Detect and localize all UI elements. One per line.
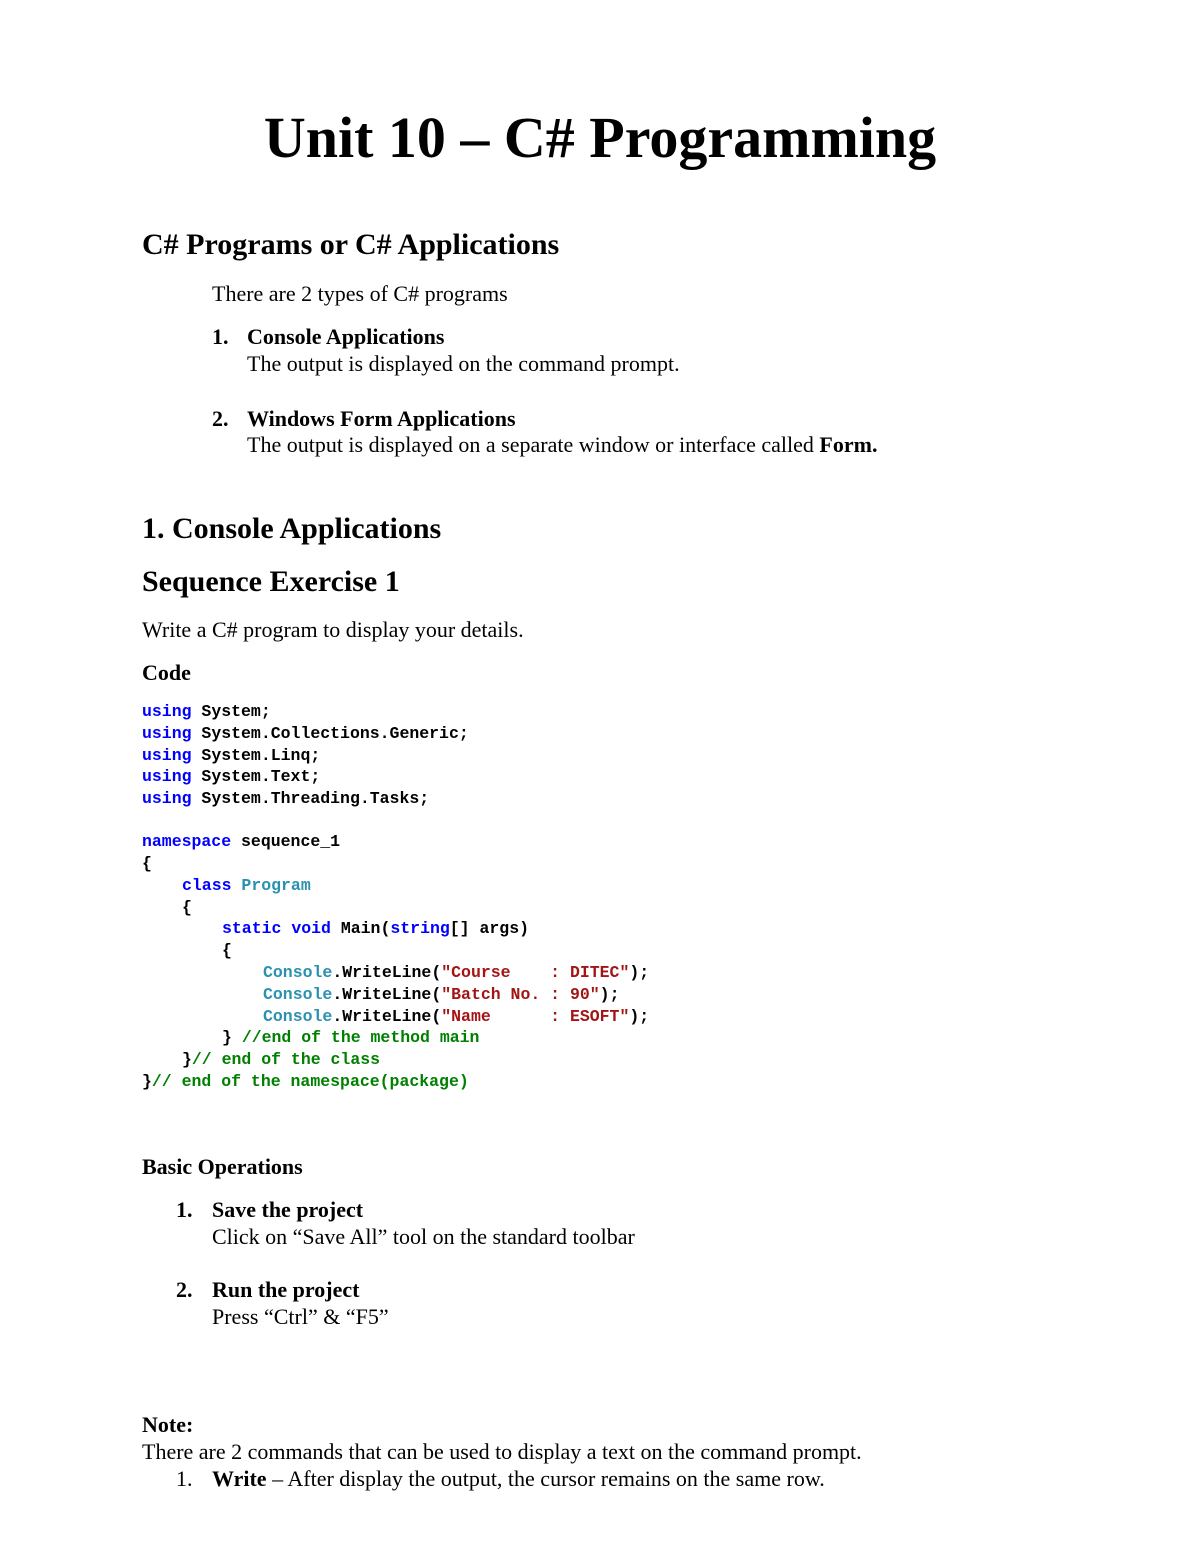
code-line: Console.WriteLine("Course : DITEC"); [263, 963, 650, 982]
code-line: Console.WriteLine("Batch No. : 90"); [263, 985, 620, 1004]
note-heading: Note: [142, 1412, 194, 1437]
types-intro: There are 2 types of C# programs [212, 281, 508, 306]
note-text: There are 2 commands that can be used to display a text on the command prompt. [142, 1439, 862, 1464]
section-heading-types: C# Programs or C# Applications [142, 228, 560, 261]
code-line: }// end of the class [182, 1050, 381, 1069]
code-line: { [142, 854, 152, 873]
list-item-desc: The output is displayed on the command prompt. [247, 351, 680, 376]
note-item [212, 1466, 825, 1492]
code-line: { [222, 941, 232, 960]
code-line: using System.Threading.Tasks; [142, 789, 430, 808]
list-item-title: Run the project [212, 1277, 360, 1302]
list-item-title: Windows Form Applications [247, 406, 516, 431]
list-number: 1. [176, 1466, 193, 1491]
exercise-heading: Sequence Exercise 1 [142, 565, 400, 598]
page-title: Unit 10 – C# Programming [263, 105, 937, 170]
list-item-desc: – After display the output, the cursor remains on the same row. [266, 1466, 825, 1491]
list-number: 1. [212, 324, 229, 349]
emphasis: Form. [819, 432, 878, 457]
list-number: 1. [176, 1197, 193, 1222]
code-line: using System; [142, 702, 271, 721]
list-number: 2. [176, 1277, 193, 1302]
list-item-desc: Click on “Save All” tool on the standard toolbar [212, 1224, 635, 1249]
code-label: Code [142, 660, 191, 685]
list-item-title: Write [212, 1466, 267, 1491]
code-line: } //end of the method main [222, 1028, 480, 1047]
list-number: 2. [212, 406, 229, 431]
code-line: using System.Text; [142, 767, 321, 786]
code-line: { [182, 898, 192, 917]
exercise-text: Write a C# program to display your details. [142, 617, 524, 642]
list-item-desc: Press “Ctrl” & “F5” [212, 1304, 389, 1329]
code-line: }// end of the namespace(package) [142, 1072, 469, 1091]
list-item-desc: The output is displayed on a separate window or interface called Form. [247, 432, 878, 457]
code-line: class Program [182, 876, 311, 895]
code-line: using System.Collections.Generic; [142, 724, 469, 743]
basic-operations-heading: Basic Operations [142, 1154, 303, 1179]
code-line: Console.WriteLine("Name : ESOFT"); [263, 1007, 650, 1026]
code-line: namespace sequence_1 [142, 832, 341, 851]
code-line: static void Main(string[] args) [222, 919, 529, 938]
section-heading-console: 1. Console Applications [142, 512, 442, 545]
list-item-title: Console Applications [247, 324, 445, 349]
code-line: using System.Linq; [142, 746, 321, 765]
list-item-title: Save the project [212, 1197, 364, 1222]
